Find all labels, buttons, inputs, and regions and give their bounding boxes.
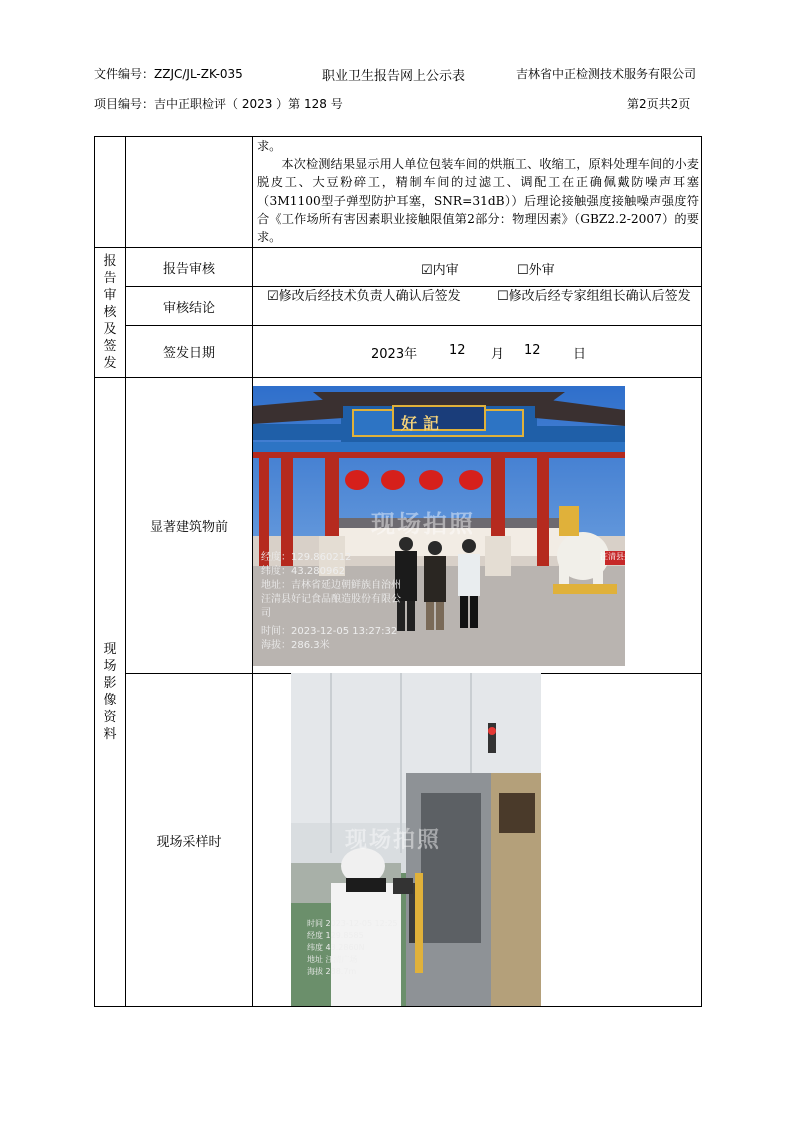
empty-label-cell — [126, 137, 253, 248]
watermark-logo: 现场拍照 — [345, 828, 442, 853]
company-name: 吉林省中正检测技术服务有限公司 — [516, 67, 697, 81]
sampling-photo-cell — [253, 674, 702, 1007]
date-month-unit: 月 — [491, 347, 505, 362]
external-audit-checkbox[interactable]: ☐外审 — [517, 263, 555, 278]
document-title: 职业卫生报告网上公示表 — [322, 69, 466, 84]
sampling-photo-label: 现场采样时 — [126, 674, 253, 1007]
review-conclusion-options — [253, 287, 702, 326]
tech-lead-checkbox[interactable]: ☑修改后经技术负责人确认后签发 — [267, 289, 461, 304]
section-char: 影 — [103, 676, 117, 691]
review-conclusion-label: 审核结论 — [126, 287, 253, 326]
section-char: 像 — [103, 693, 117, 708]
section-char: 核 — [103, 305, 117, 320]
date-day: 12 — [524, 343, 541, 358]
review-section-label — [95, 248, 126, 378]
photo-watermark — [261, 551, 401, 653]
audit-options — [253, 248, 702, 287]
conclusion-line: 求。 — [257, 139, 282, 153]
audit-label: 报告审核 — [126, 248, 253, 287]
watermark-logo: 现场拍照 — [371, 509, 475, 538]
conclusion-cell — [253, 137, 702, 248]
section-char: 资 — [103, 710, 117, 725]
section-char: 现 — [103, 642, 117, 657]
conclusion-text — [253, 137, 701, 246]
watermark-line: 汪清县好记食品酿造股份有限公 — [261, 593, 401, 605]
section-char: 及 — [103, 322, 117, 337]
photos-section-label — [95, 378, 126, 1007]
issue-date-label: 签发日期 — [126, 326, 253, 378]
file-number: 文件编号：ZZJC/JL-ZK-035 — [94, 67, 243, 81]
watermark-line: 时间：2023-12-05 13:27:32 — [261, 625, 398, 637]
watermark-line: 地址：吉林省延边朝鲜族自治州 — [261, 579, 401, 591]
date-year: 2023年 — [371, 347, 418, 362]
building-photo-cell — [253, 378, 702, 674]
review-row-conclusion — [95, 287, 702, 326]
section-char: 签 — [103, 339, 117, 354]
watermark-line: 纬度 43.2860N — [307, 943, 365, 952]
section-char: 料 — [103, 727, 117, 742]
issue-date-value — [253, 326, 702, 378]
building-photo — [253, 386, 632, 666]
internal-audit-checkbox[interactable]: ☑内审 — [421, 263, 459, 278]
photo-row-building — [95, 378, 702, 674]
page-indicator: 第2页共2页 — [627, 97, 691, 111]
empty-section-cell — [95, 137, 126, 248]
watermark-line: 海拔：286.3米 — [261, 639, 330, 651]
date-month: 12 — [449, 343, 466, 358]
sampling-photo — [291, 673, 541, 1006]
section-char: 场 — [103, 659, 117, 674]
watermark-line: 海拔 288.7m — [307, 967, 357, 976]
gate-banner: 汪清县好 — [600, 551, 632, 561]
watermark-line: 司 — [261, 607, 271, 619]
expert-lead-checkbox[interactable]: ☐修改后经专家组组长确认后签发 — [497, 289, 691, 304]
project-number: 项目编号：吉中正职检评（ 2023 ）第 128 号 — [94, 97, 343, 111]
section-char: 审 — [103, 288, 117, 303]
conclusion-paragraph: 本次检测结果显示用人单位包装车间的烘瓶工、收缩工，原料处理车间的小麦脱皮工、大豆粉碎工，精制车间的过滤工、调配工在正确佩戴防噪声耳塞（3M1100型子弹型防护耳塞，SNR=31dB））后理论接触强度接触噪声强度符合《工作场所有害因素职业接触限值第2部分：物理因素》（GBZ2.2-2007）的要求。 — [257, 157, 699, 245]
building-photo-label: 显著建筑物前 — [126, 378, 253, 674]
report-table — [94, 136, 702, 1007]
date-day-unit: 日 — [573, 347, 587, 362]
section-char: 报 — [103, 254, 117, 269]
gate-sign: 好記 — [401, 413, 446, 433]
photo-row-sampling — [95, 674, 702, 1007]
review-row-audit — [95, 248, 702, 287]
section-char: 告 — [103, 271, 117, 286]
photo-watermark — [307, 918, 398, 978]
watermark-line: 经度：129.860212 — [261, 551, 352, 563]
watermark-line: 地址 汪清广场 — [307, 955, 358, 964]
section-char: 发 — [103, 356, 117, 371]
conclusion-row — [95, 137, 702, 248]
review-row-date — [95, 326, 702, 378]
watermark-line: 经度 129.8585 — [307, 931, 364, 940]
watermark-line: 时间 2023-12-05 12:25 — [307, 919, 398, 928]
watermark-line: 纬度：43.280962 — [261, 565, 346, 577]
